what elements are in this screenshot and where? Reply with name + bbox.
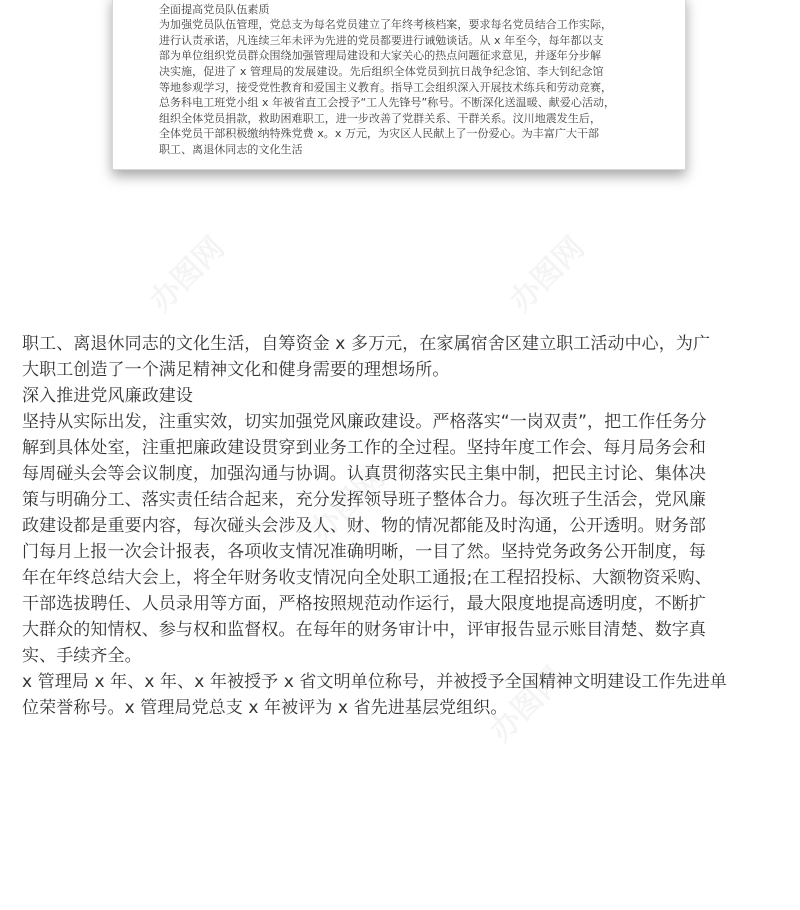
watermark-1 (138, 225, 233, 320)
preview-line: 职工、离退休同志的文化生活 (159, 142, 303, 156)
body-line: 大群众的知情权、参与权和监督权。在每年的财务审计中，评审报告显示账目清楚、数字真 (22, 620, 706, 640)
section-heading: 深入推进党风廉政建设 (22, 386, 193, 406)
preview-line: 决实施，促进了 x 管理局的发展建设。先后组织全体党员到抗日战争纪念馆、李大钊纪念馆 (159, 64, 604, 78)
preview-line: 组织全体党员捐款，救助困难职工，进一步改善了党群关系、干群关系。汶川地震发生后， (159, 111, 601, 125)
body-line: 年在年终总结大会上，将全年财务收支情况向全处职工通报;在工程招投标、大额物资采购、 (22, 568, 712, 588)
body-line: 每周碰头会等会议制度，加强沟通与协调。认真贯彻落实民主集中制，把民主讨论、集体决 (22, 464, 706, 484)
body-line: 干部选拔聘任、人员录用等方面，严格按照规范动作运行，最大限度地提高透明度，不断扩 (22, 594, 706, 614)
body-line: x 管理局 x 年、x 年、x 年被授予 x 省文明单位称号，并被授予全国精神文明建设工作先进单 (22, 672, 727, 692)
watermark-2 (498, 225, 593, 320)
body-line: 大职工创造了一个满足精神文化和健身需要的理想场所。 (22, 360, 450, 380)
body-line: 门每月上报一次会计报表，各项收支情况准确明晰，一目了然。坚持党务政务公开制度，每 (22, 542, 706, 562)
document-preview-card (112, 0, 686, 170)
body-line: 实、手续齐全。 (22, 646, 142, 666)
body-line: 位荣誉称号。x 管理局党总支 x 年被评为 x 省先进基层党组织。 (22, 698, 508, 718)
body-line: 政建设都是重要内容，每次碰头会涉及人、财、物的情况都能及时沟通，公开透明。财务部 (22, 516, 706, 536)
preview-line: 等地参观学习，接受党性教育和爱国主义教育。指导工会组织深入开展技术练兵和劳动竞赛， (159, 80, 613, 94)
preview-line: 部为单位组织党员群众围绕加强管理局建设和大家关心的热点问题征求意见，并逐年分步解 (159, 49, 601, 63)
preview-line: 进行认责承诺，凡连续三年未评为先进的党员都要进行诫勉谈话。从 x 年至今，每年都以支 (159, 33, 604, 47)
preview-line: 总务科电工班党小组 x 年被省直工会授予“工人先锋号”称号。不断深化送温暖、献爱心活动， (159, 96, 616, 110)
preview-line: 为加强党员队伍管理，党总支为每名党员建立了年终考核档案，要求每名党员结合工作实际， (159, 18, 613, 32)
body-line: 职工、离退休同志的文化生活，自筹资金 x 多万元，在家属宿舍区建立职工活动中心，为广 (22, 334, 711, 354)
body-line: 策与明确分工、落实责任结合起来，充分发挥领导班子整体合力。每次班子生活会，党风廉 (22, 490, 706, 510)
preview-line: 全体党员干部积极缴纳特殊党费 x。x 万元，为灾区人民献上了一份爱心。为丰富广大干部 (159, 127, 600, 141)
body-line: 解到具体处室，注重把廉政建设贯穿到业务工作的全过程。坚持年度工作会、每月局务会和 (22, 438, 706, 458)
preview-heading: 全面提高党员队伍素质 (159, 2, 270, 16)
body-line: 坚持从实际出发，注重实效，切实加强党风廉政建设。严格落实“一岗双责”，把工作任务分 (22, 412, 707, 432)
document-body (22, 331, 782, 721)
